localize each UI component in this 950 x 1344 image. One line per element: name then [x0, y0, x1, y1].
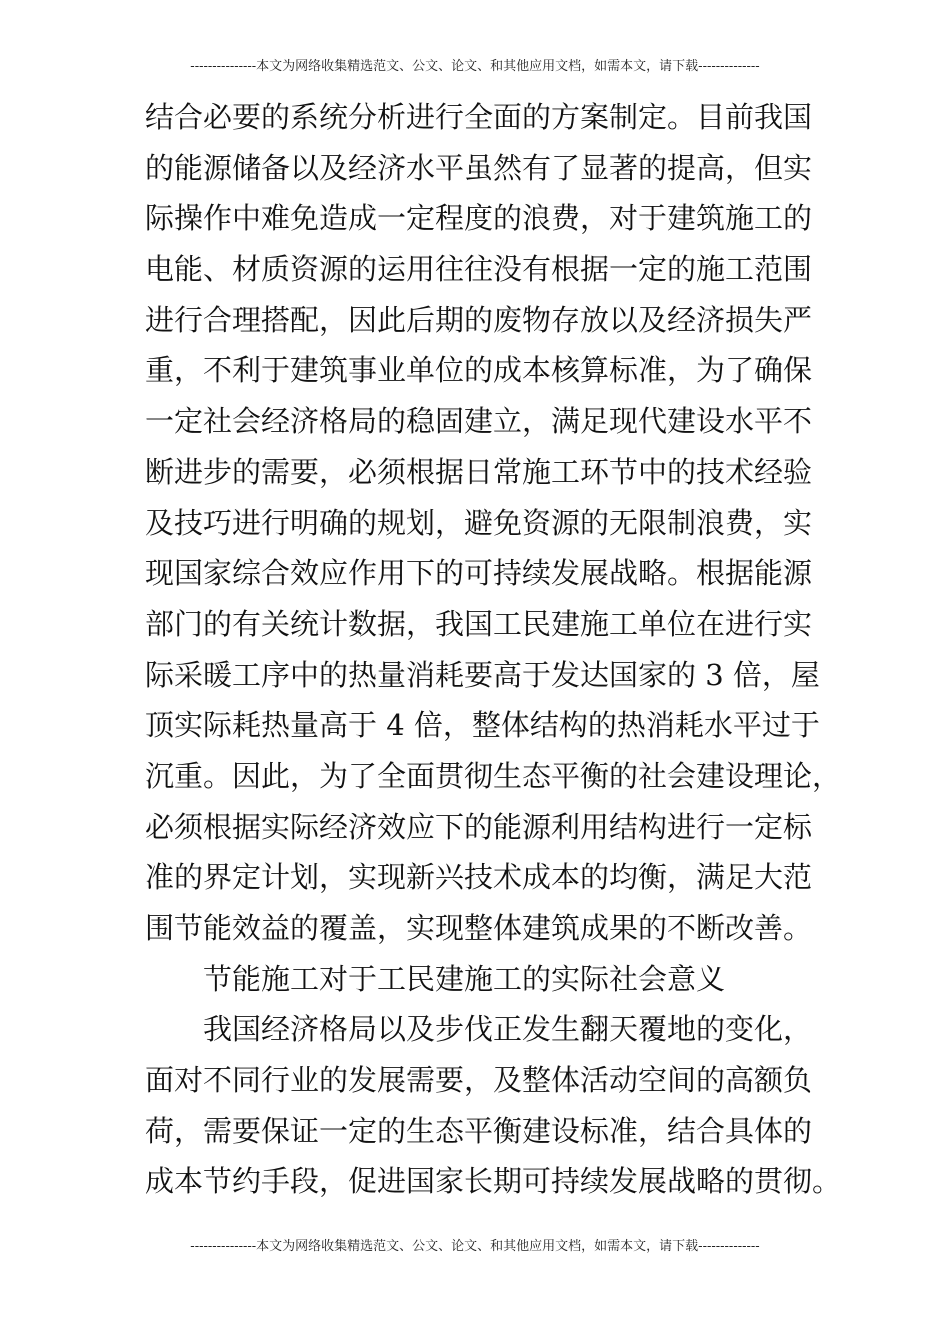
paragraph-line: 我国经济格局以及步伐正发生翻天覆地的变化， [203, 1012, 813, 1047]
paragraph-line: 的能源储备以及经济水平虽然有了显著的提高，但实 [145, 150, 813, 185]
paragraph-line: 顶实际耗热量高于 4 倍，整体结构的热消耗水平过于 [145, 708, 820, 743]
paragraph-line: 电能、材质资源的运用往往没有根据一定的施工范围 [145, 252, 813, 287]
paragraph-line: 一定社会经济格局的稳固建立，满足现代建设水平不 [145, 404, 813, 439]
paragraph-line: 重，不利于建筑事业单位的成本核算标准，为了确保 [145, 353, 813, 388]
document-body [145, 92, 842, 1207]
paragraph-line: 沉重。因此，为了全面贯彻生态平衡的社会建设理论， [145, 758, 842, 793]
paragraph-line: 成本节约手段，促进国家长期可持续发展战略的贯彻。 [145, 1164, 842, 1199]
section-heading: 节能施工对于工民建施工的实际社会意义 [203, 961, 726, 996]
page-footer-banner: ---------------本文为网络收集精选范文、公文、论文、和其他应用文档，如需本文，请下载-------------- [190, 1239, 760, 1254]
page-header-banner: ---------------本文为网络收集精选范文、公文、论文、和其他应用文档，如需本文，请下载-------------- [190, 59, 760, 74]
paragraph-line: 际操作中难免造成一定程度的浪费，对于建筑施工的 [145, 201, 813, 236]
paragraph-line: 结合必要的系统分析进行全面的方案制定。目前我国 [145, 100, 813, 134]
paragraph-line: 进行合理搭配，因此后期的废物存放以及经济损失严 [145, 302, 813, 337]
paragraph-line: 际采暖工序中的热量消耗要高于发达国家的 3 倍，屋 [145, 657, 820, 692]
paragraph-line: 现国家综合效应作用下的可持续发展战略。根据能源 [145, 556, 813, 591]
paragraph-line: 围节能效益的覆盖，实现整体建筑成果的不断改善。 [145, 911, 813, 945]
paragraph-line: 断进步的需要，必须根据日常施工环节中的技术经验 [145, 454, 813, 489]
paragraph-line: 面对不同行业的发展需要，及整体活动空间的高额负 [145, 1063, 813, 1098]
paragraph-line: 必须根据实际经济效应下的能源利用结构进行一定标 [145, 809, 813, 844]
paragraph-line: 荷，需要保证一定的生态平衡建设标准，结合具体的 [145, 1113, 813, 1148]
paragraph-line: 及技巧进行明确的规划，避免资源的无限制浪费，实 [145, 505, 813, 540]
paragraph-line: 准的界定计划，实现新兴技术成本的均衡，满足大范 [145, 860, 813, 895]
paragraph-line: 部门的有关统计数据，我国工民建施工单位在进行实 [145, 606, 813, 641]
